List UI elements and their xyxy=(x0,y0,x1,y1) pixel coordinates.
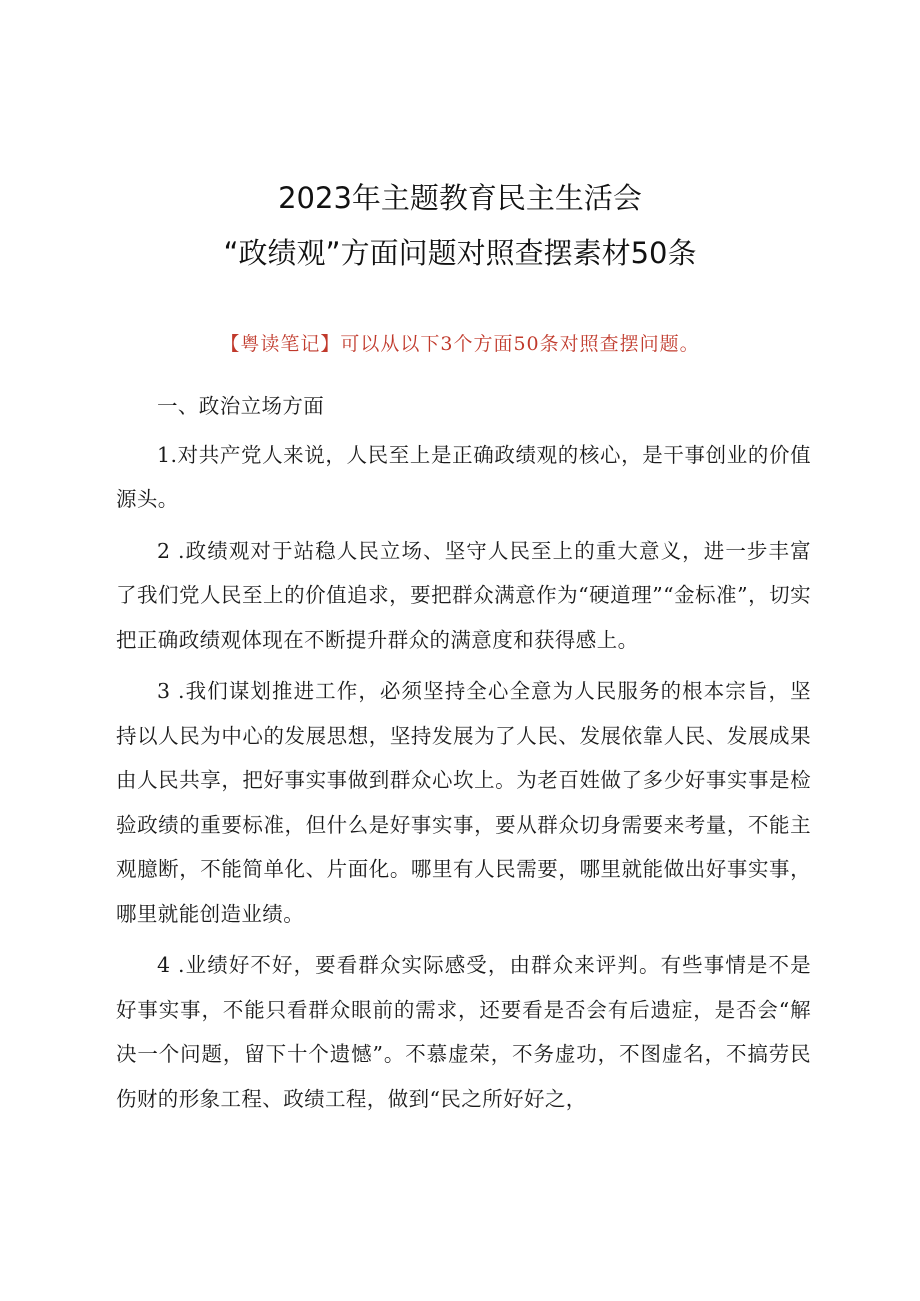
paragraph-2: 2 .政绩观对于站稳人民立场、坚守人民至上的重大意义，进一步丰富了我们党人民至上的价值追求，要把群众满意作为“硬道理”“金标准”，切实把正确政绩观体现在不断提升群众的满意度和获得感上。 xyxy=(116,538,811,652)
editor-note: 【粤读笔记】可以从以下3个方面50条对照查摆问题。 xyxy=(220,333,700,355)
section-heading-political-stance: 一、政治立场方面 xyxy=(157,394,325,418)
paragraph-4: 4 .业绩好不好，要看群众实际感受，由群众来评判。有些事情是不是好事实事，不能只看群众眼前的需求，还要看是否会有后遗症，是否会“解决一个问题，留下十个遗憾”。不慕虚荣，不务虚功，不图虚名，不搞劳民伤财的形象工程、政绩工程，做到“民之所好好之， xyxy=(116,953,811,1111)
document-title-line-1: 2023年主题教育民主生活会 xyxy=(278,181,642,215)
document-body xyxy=(116,384,811,1121)
document-title-line-2: “政绩观”方面问题对照查摆素材50条 xyxy=(223,236,697,270)
paragraph-1: 1.对共产党人来说，人民至上是正确政绩观的核心，是干事创业的价值源头。 xyxy=(116,442,811,511)
paragraph-3: 3 .我们谋划推进工作，必须坚持全心全意为人民服务的根本宗旨，坚持以人民为中心的发展思想，坚持发展为了人民、发展依靠人民、发展成果由人民共享，把好事实事做到群众心坎上。为老百姓做了多少好事实事是检验政绩的重要标准，但什么是好事实事，要从群众切身需要来考量，不能主观臆断，不能简单化、片面化。哪里有人民需要，哪里就能做出好事实事，哪里就能创造业绩。 xyxy=(116,679,811,926)
